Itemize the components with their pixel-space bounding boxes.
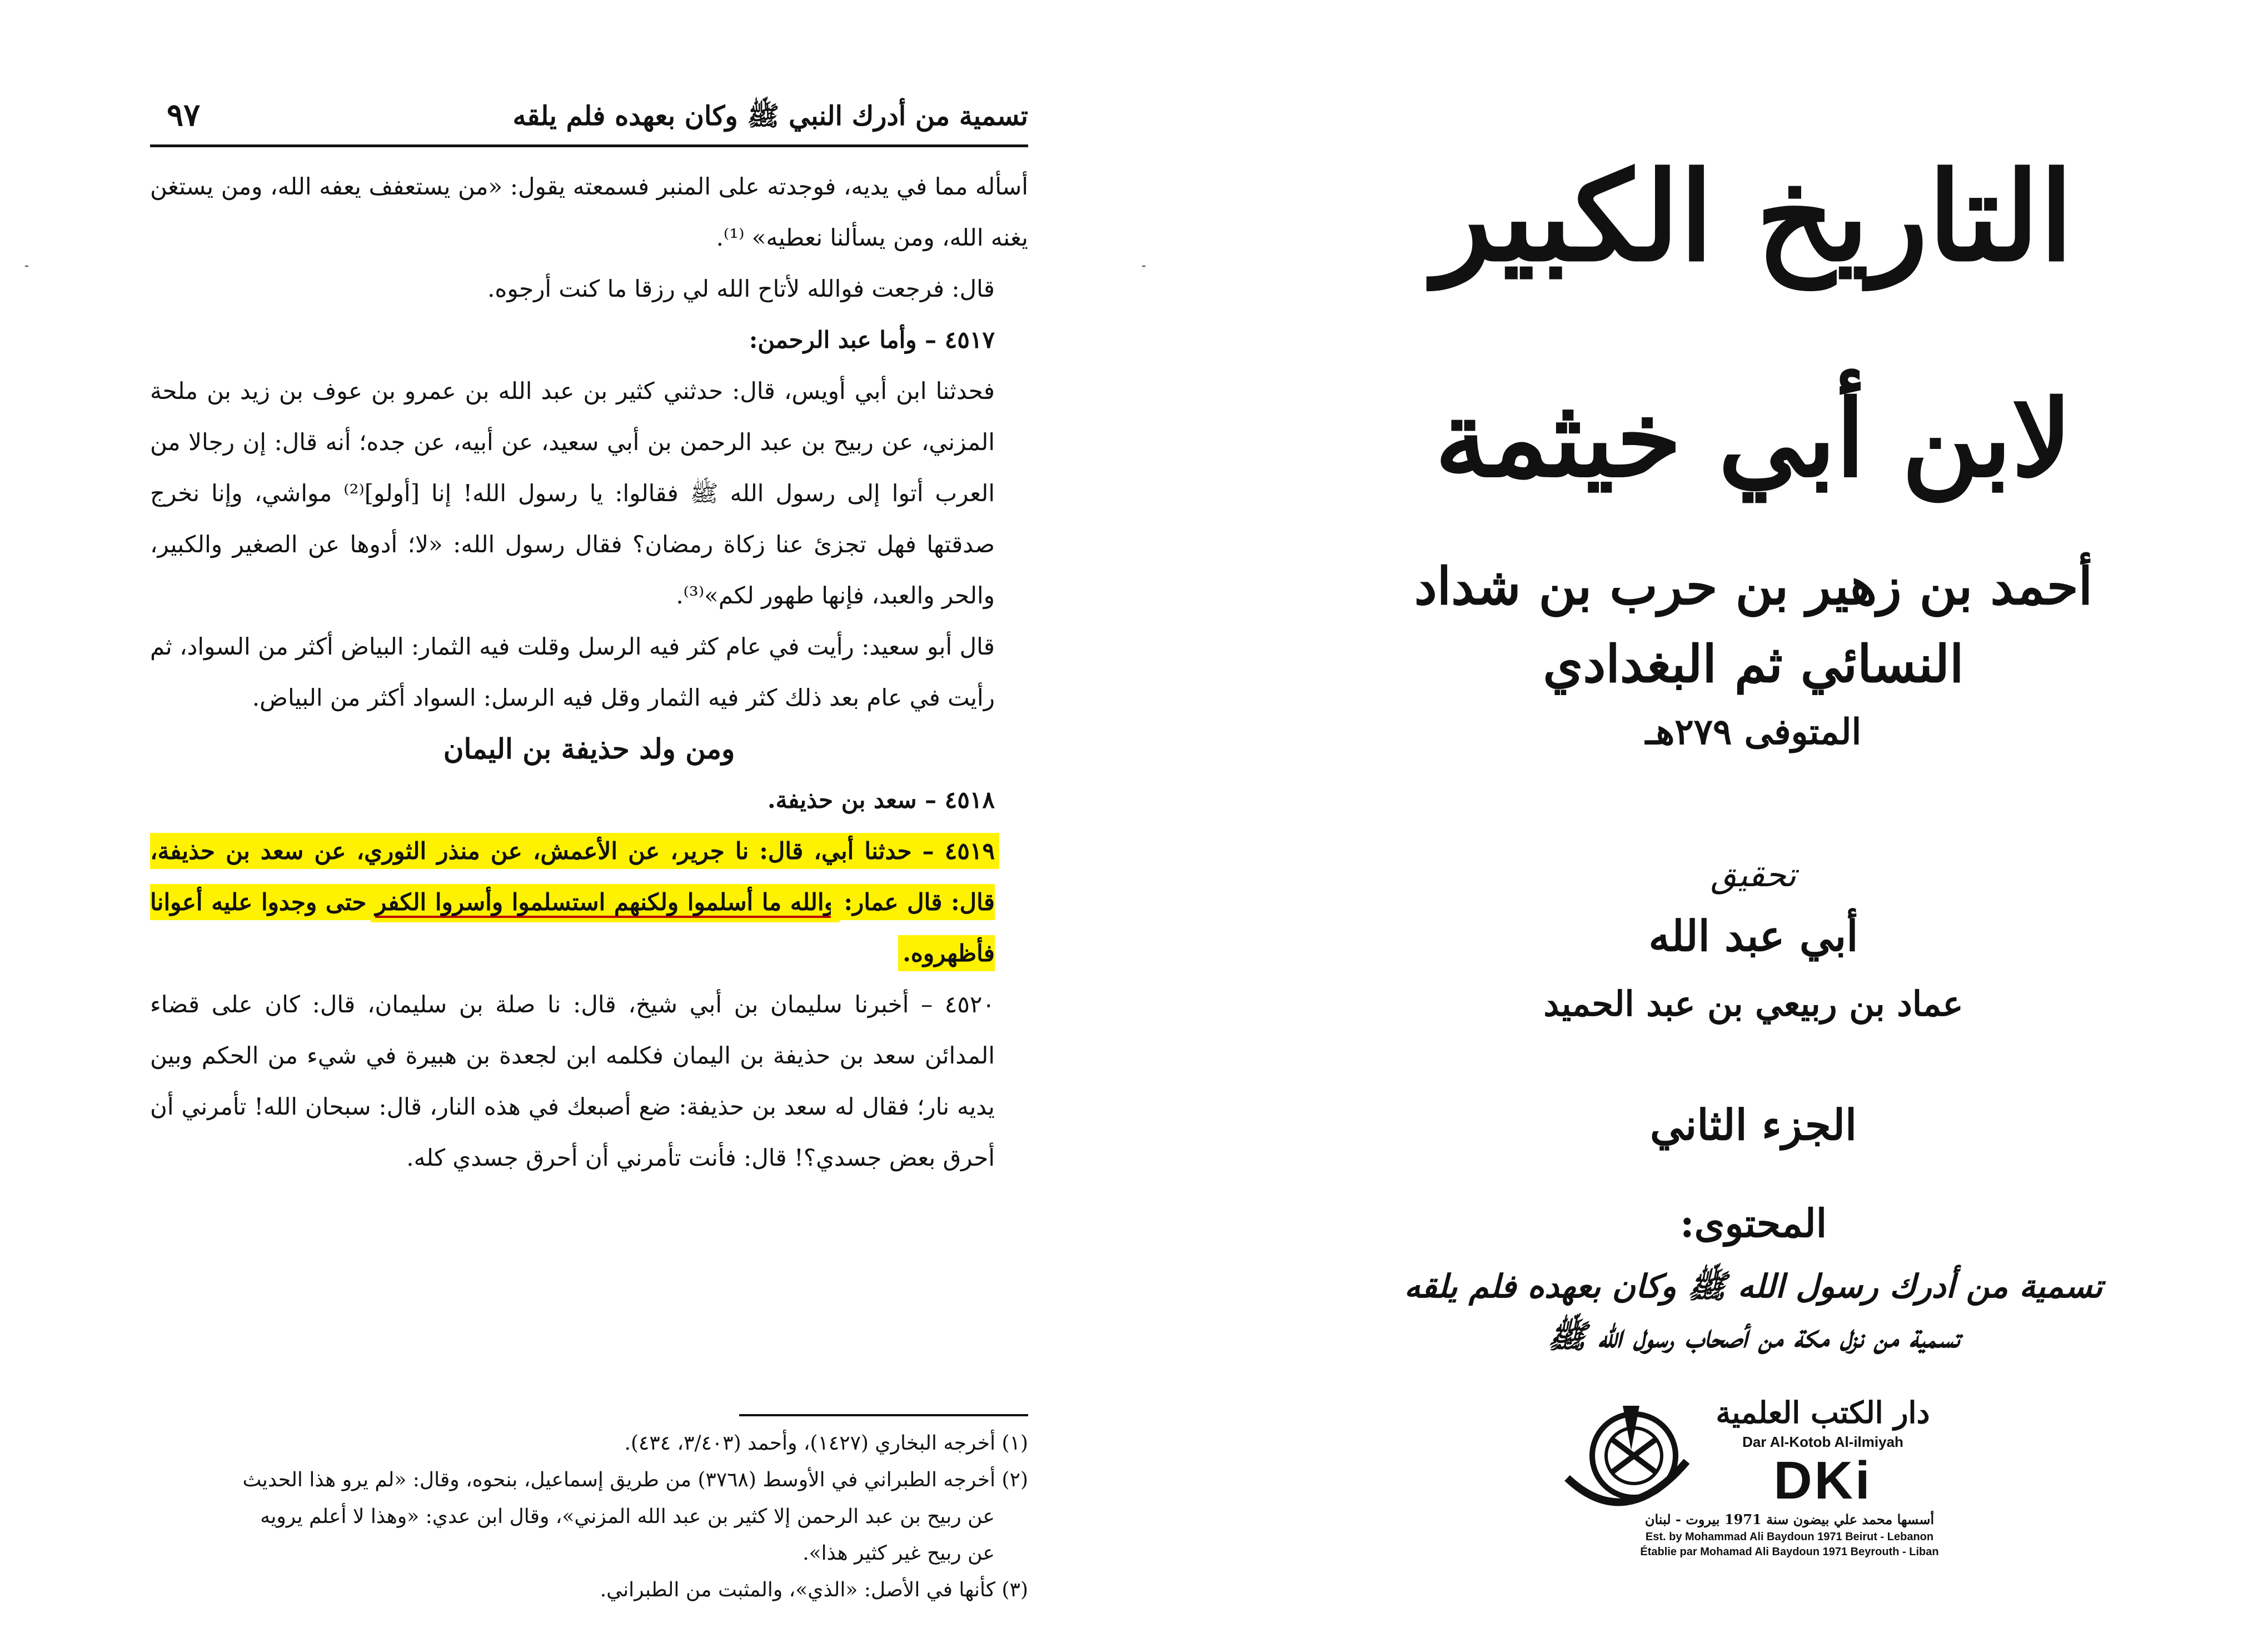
publisher-block [1556, 1395, 1945, 1567]
scan-speck [1142, 266, 1145, 267]
footnote-3: (٣) كأنها في الأصل: «الذي»، والمثبت من الطبراني. [600, 1579, 1028, 1601]
section-heading: ومن ولد حذيفة بن اليمان [443, 732, 735, 765]
footnotes [150, 1425, 1028, 1609]
book-title: التاريخ الكبير [1433, 144, 2073, 288]
running-head [150, 94, 1028, 147]
publisher-logo-icon [1556, 1395, 1695, 1522]
publisher-arabic-name: دار الكتب العلمية [1716, 1395, 1930, 1430]
footnote-divider [739, 1414, 1028, 1416]
death-date: المتوفى ٢٧٩هـ [1645, 711, 1862, 753]
book-subtitle: لابن أبي خيثمة [1434, 377, 2072, 501]
highlight-part-2: حتى وجدوا عليه أعوانا فأظهروه. [150, 888, 995, 967]
hadith-number-4517: ٤٥١٧ – وأما عبد الرحمن: [749, 326, 995, 353]
left-page [150, 94, 1028, 1601]
publisher-est-french: Établie par Mohamad Ali Baydoun 1971 Beyrouth - Liban [1640, 1546, 1939, 1558]
right-page [1345, 111, 2162, 1578]
editor-kunya: أبي عبد الله [1648, 911, 1858, 961]
contents-item-1: تسمية من أدرك رسول الله ﷺ وكان بعهده فلم يلقه [1404, 1267, 2103, 1305]
paragraph-continuation: أسأله مما في يديه، فوجدته على المنبر فسمعته يقول: «من يستعفف يعفه الله، ومن يستغن يغنه الله، ومن يسألنا نعطيه» ⁽¹⁾. [150, 173, 1028, 251]
hadith-number-4518: ٤٥١٨ – سعد بن حذيفة. [767, 786, 995, 813]
paragraph: قال: فرجعت فوالله لأتاح الله لي رزقا ما كنت أرجوه. [487, 275, 995, 302]
highlight-part-1: ٤٥١٩ – حدثنا أبي، قال: نا جرير، عن الأعمش، عن منذر الثوري، عن سعد بن حذيفة، قال: قال عمار: [150, 837, 995, 916]
footnote-1: (١) أخرجه البخاري (١٤٢٧)، وأحمد (٣/٤٠٣، ٤٣٤). [624, 1432, 1028, 1455]
contents-label: المحتوى: [1679, 1200, 1827, 1246]
highlighted-passage [150, 826, 1028, 979]
underlined-quote: والله ما أسلموا ولكنهم استسلموا وأسروا الكفر [375, 888, 835, 918]
running-title: تسمية من أدرك النبي ﷺ وكان بعهده فلم يلقه [512, 101, 1028, 132]
contents-item-2: تسمية من نزل مكة من أصحاب رسول الله ﷺ [1547, 1317, 1960, 1355]
footnote-2: (٢) أخرجه الطبراني في الأوسط (٣٧٦٨) من طريق إسماعيل، بنحوه، وقال: «لم يرو هذا الحديث [242, 1469, 1028, 1491]
body-text [150, 161, 1028, 1183]
footnote-2-cont: عن ربيح بن عبد الرحمن إلا كثير بن عبد الله المزني»، وقال ابن عدي: «وهذا لا أعلم يرويه [260, 1505, 995, 1528]
volume-label: الجزء الثاني [1649, 1100, 1857, 1150]
author-name: أحمد بن زهير بن حرب بن شداد [1414, 556, 2093, 616]
tahqiq-label: تحقيق [1711, 856, 1796, 895]
publisher-est-arabic: أسسها محمد علي بيضون سنة 1971 بيروت - لبنان [1644, 1511, 1935, 1527]
paragraph-hadith-4520: ٤٥٢٠ – أخبرنا سليمان بن أبي شيخ، قال: نا صلة بن سليمان، قال: كان على قضاء المدائن سعد بن حذيفة بن اليمان فكلمه ابن لجعدة بن هبيرة في شيء من الحكم وبين يديه نار؛ فقال له سعد بن حذيفة: ضع أصبعك في هذه النار، قال: سبحان الله! تأمرني أن أحرق بعض جسدي؟! قال: فأنت تأمرني أن أحرق جسدي كله. [150, 991, 995, 1171]
publisher-latin-name: Dar Al-Kotob Al-ilmiyah [1742, 1434, 1903, 1450]
scan-speck [25, 266, 28, 267]
publisher-est-english: Est. by Mohammad Ali Baydoun 1971 Beirut - Lebanon [1645, 1531, 1934, 1543]
paragraph-hadith-4517: فحدثنا ابن أبي أويس، قال: حدثني كثير بن عبد الله بن عمرو بن عوف بن زيد بن ملحة المزني، عن ربيح بن عبد الرحمن بن أبي سعيد، عن أبيه، عن جده؛ أنه قال: إن رجالا من العرب أتوا إلى رسول الله ﷺ فقالوا: يا رسول الله! إنا [أولو]⁽²⁾ مواشي، وإنا نخرج صدقتها فهل تجزئ عنا زكاة رمضان؟ فقال رسول الله: «لا؛ أدوها عن الصغير والكبير، والحر والعبد، فإنها طهور لكم»⁽³⁾. [150, 377, 995, 609]
footnote-2-cont2: عن ربيح غير كثير هذا». [802, 1542, 995, 1565]
publisher-acronym: DKi [1773, 1451, 1872, 1510]
page-number: ٩٧ [167, 97, 201, 133]
paragraph-abu-said: قال أبو سعيد: رأيت في عام كثر فيه الرسل وقلت فيه الثمار: البياض أكثر من السواد، ثم رأيت في عام بعد ذلك كثر فيه الثمار وقل فيه الرسل: السواد أكثر من البياض. [150, 633, 995, 711]
author-nisba: النسائي ثم البغدادي [1543, 634, 1964, 694]
editor-full-name: عماد بن ربيعي بن عبد الحميد [1543, 983, 1963, 1024]
